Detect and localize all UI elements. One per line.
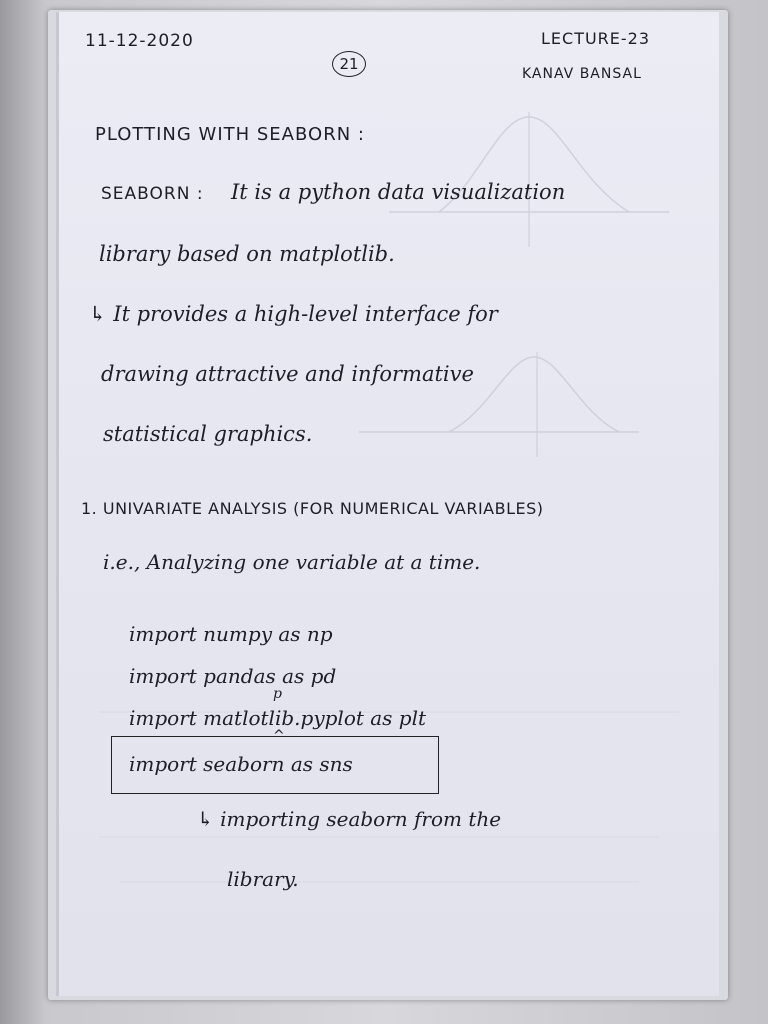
notebook-page [56, 12, 719, 996]
code-line-1: import numpy as np [129, 622, 333, 646]
code-insert-mark: p [273, 686, 282, 702]
insert-caret: ^ [273, 728, 285, 744]
definition-term: SEABORN : [101, 184, 204, 204]
code-line-4: import seaborn as sns [129, 752, 353, 776]
code-line-3: import matlotlib.pyplot as plt [129, 706, 427, 730]
page-title: PLOTTING WITH SEABORN : [95, 124, 365, 145]
lecture-number: LECTURE-23 [541, 29, 651, 48]
code-line-2: import pandas as pd [129, 664, 337, 688]
page-number: 21 [332, 51, 366, 77]
note-line-1: ↳ It provides a high-level interface for [89, 302, 498, 326]
section-heading: 1. UNIVARIATE ANALYSIS (FOR NUMERICAL VARIABLES) [81, 499, 544, 518]
annotation-line-1: ↳ importing seaborn from the [197, 807, 502, 831]
date: 11-12-2020 [85, 31, 194, 51]
note-line-3: statistical graphics. [103, 422, 313, 446]
note-line-2: drawing attractive and informative [101, 362, 474, 386]
definition-line-2: library based on matplotlib. [99, 242, 395, 266]
section-subtitle: i.e., Analyzing one variable at a time. [103, 550, 481, 574]
annotation-line-2: library. [227, 867, 299, 891]
author-name: KANAV BANSAL [522, 66, 642, 82]
definition-line-1: It is a python data visualization [231, 180, 566, 204]
